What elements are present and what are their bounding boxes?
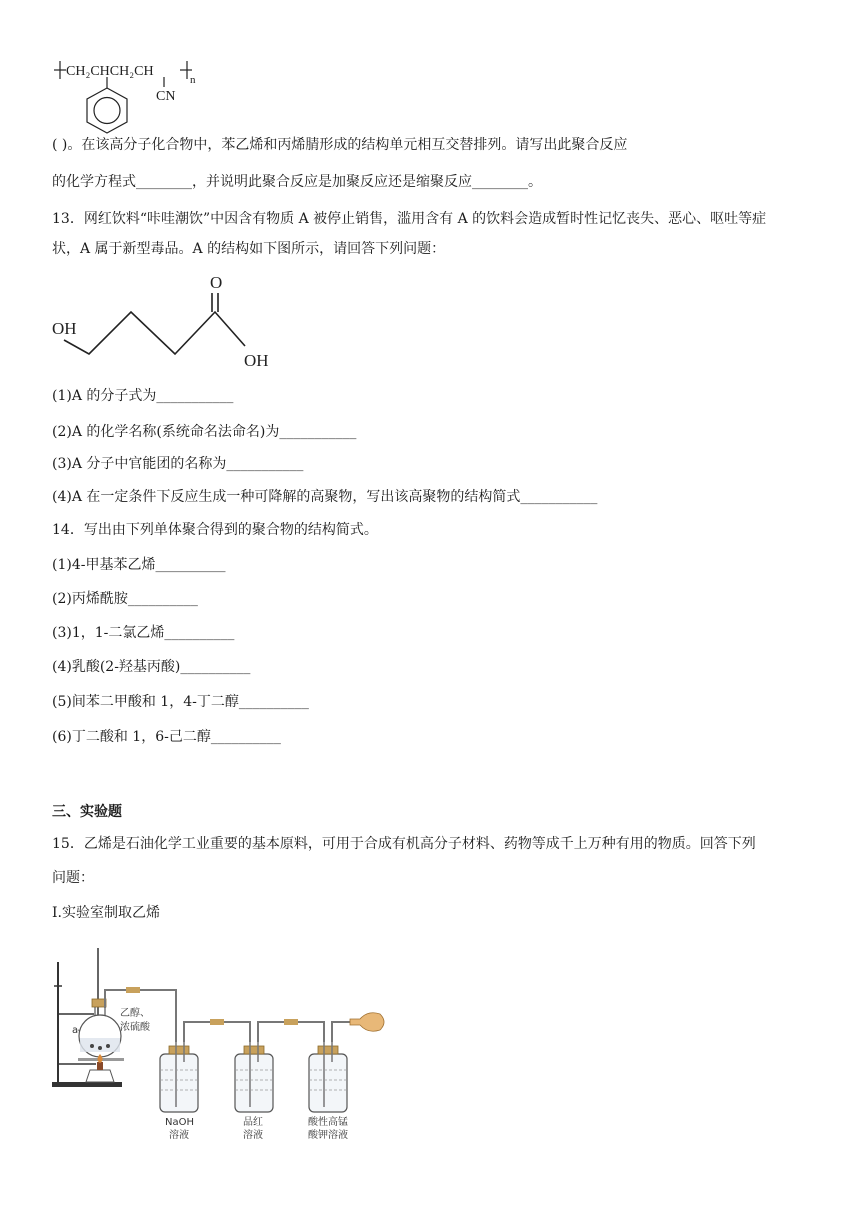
q13-item-3: (3)A 分子中官能团的名称为___________ [52,456,304,472]
q13-item-2: (2)A 的化学名称(系统命名法命名)为___________ [52,424,357,440]
q14-item-3: (3)1，1-二氯乙烯__________ [52,625,235,641]
polymer-n-subscript: n [190,74,196,86]
q13-item-4: (4)A 在一定条件下反应生成一种可降解的高聚物，写出该高聚物的结构简式___________ [52,489,598,505]
flask-label-1: 乙醇、 [120,1008,150,1019]
oh-left-label: OH [52,319,77,338]
bottle-1-label-2: 溶液 [169,1130,189,1141]
q14-item-5: (5)间苯二甲酸和 1，4-丁二醇__________ [52,694,309,710]
q14-item-1: (1)4-甲基苯乙烯__________ [52,557,226,573]
polymer-structure [52,52,212,142]
q14-item-4: (4)乳酸(2-羟基丙酸)__________ [52,659,251,675]
bottle-3-label-1: 酸性高锰 [308,1117,348,1128]
oh-right-label: OH [244,351,269,370]
bottle-2-label-1: 品红 [243,1117,263,1128]
q12-line-2: 的化学方程式________，并说明此聚合反应是加聚反应还是缩聚反应________。 [52,174,542,190]
q13-item-1: (1)A 的分子式为___________ [52,388,234,404]
ethylene-apparatus-diagram [48,942,388,1152]
label-a: a [72,1025,79,1036]
q15-stem-line-1: 15．乙烯是石油化学工业重要的基本原料，可用于合成有机高分子材料、药物等成千上万种有用的物质。回答下列 [52,836,756,852]
compound-a-structure [48,268,288,376]
polymer-formula-text: CH₂CHCH₂CH [66,64,154,79]
kmno4-bottle [309,1042,347,1112]
q14-item-6: (6)丁二酸和 1，6-己二醇__________ [52,729,281,745]
bottle-3-label-2: 酸钾溶液 [308,1130,348,1141]
bottle-2-label-2: 溶液 [243,1130,263,1141]
polymer-cn-group: CN [156,89,176,104]
pinkred-bottle [235,1042,273,1112]
q15-part-1: I.实验室制取乙烯 [52,905,160,921]
bottle-1-label-1: NaOH [165,1117,194,1128]
q15-stem-line-2: 问题： [52,870,94,886]
q12-line-1: ( )。在该高分子化合物中，苯乙烯和丙烯腈形成的结构单元相互交替排列。请写出此聚合反应 [52,137,628,153]
section-heading: 三、实验题 [52,804,122,820]
q14-stem: 14．写出由下列单体聚合得到的聚合物的结构简式。 [52,522,378,538]
q14-item-2: (2)丙烯酰胺__________ [52,591,198,607]
q13-stem-line-2: 状，A 属于新型毒品。A 的结构如下图所示，请回答下列问题： [52,241,446,257]
o-top-label: O [210,273,223,292]
q13-stem-line-1: 13．网红饮料“咔哇潮饮”中因含有物质 A 被停止销售，滥用含有 A 的饮料会造成暂时性记忆丧失、恶心、呕吐等症 [52,211,767,227]
flask-label-2: 浓硫酸 [120,1022,150,1033]
naoh-bottle [160,1042,198,1112]
